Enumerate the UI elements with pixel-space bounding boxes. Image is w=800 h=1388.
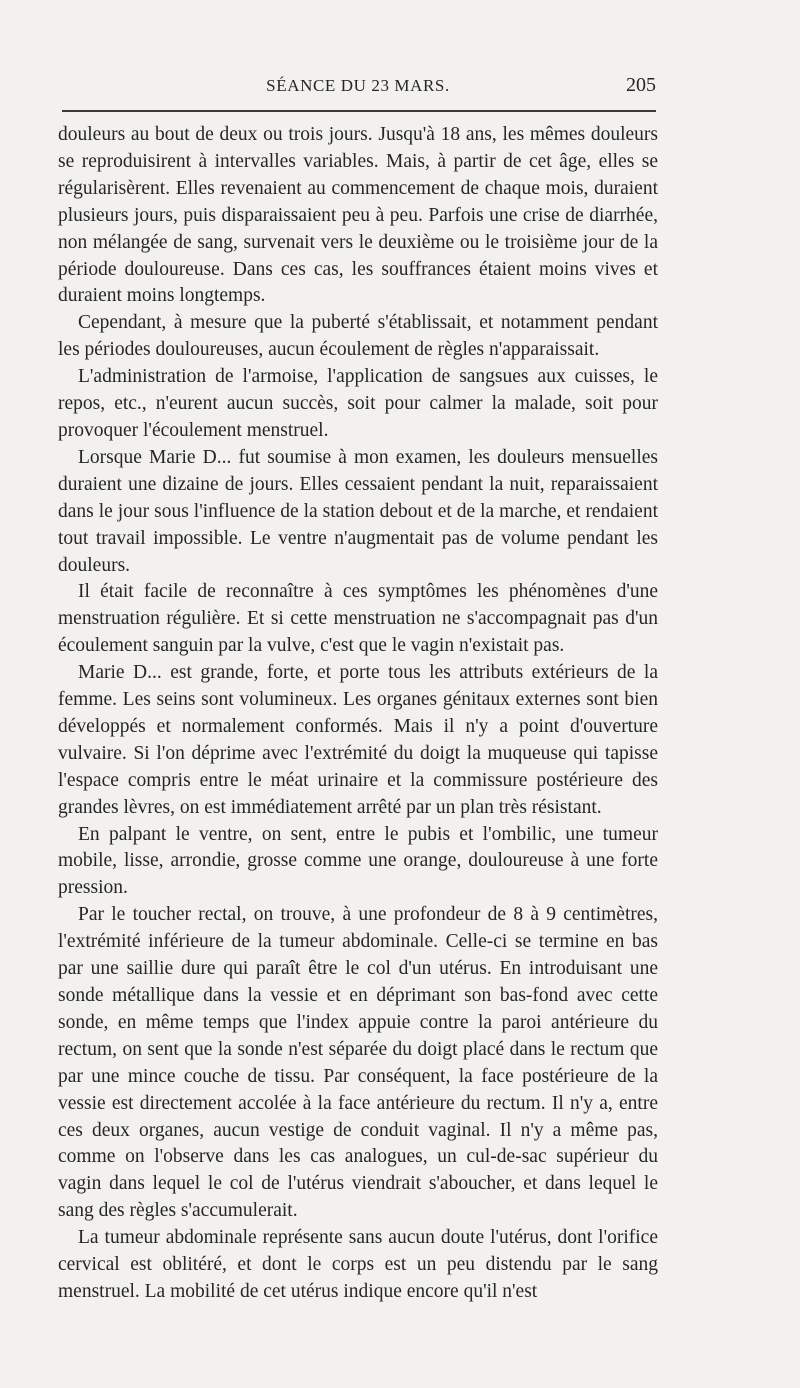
running-title: SÉANCE DU 23 MARS.: [266, 76, 450, 95]
paragraph: Par le toucher rectal, on trouve, à une profondeur de 8 à 9 centimètres, l'extrémité inférieure de la tumeur abdominale. Celle-ci se termine en bas par une saillie dure qui paraît être le col d'un utérus. En introduisant une sonde métallique dans la vessie et en déprimant son bas-fond avec cette sonde, en même temps que l'index appuie contre la paroi antérieure du rectum, on sent que la sonde n'est séparée du doigt placé dans le rectum que par une mince couche de tissu. Par conséquent, la face postérieure de la vessie est directement accolée à la face antérieure du rectum. Il n'y a, entre ces deux organes, aucun vestige de conduit vaginal. Il n'y a même pas, comme on l'observe dans les cas analogues, un cul-de-sac supérieur du vagin dans lequel le col de l'utérus viendrait s'aboucher, et dans lequel le sang des règles s'accumulerait.: [58, 904, 658, 1222]
paragraph: L'administration de l'armoise, l'application de sangsues aux cuisses, le repos, etc., n'eurent aucun succès, soit pour calmer la malade, soit pour provoquer l'écoulement menstruel.: [58, 366, 658, 441]
body-text: [58, 122, 658, 1306]
paragraph: Lorsque Marie D... fut soumise à mon examen, les douleurs mensuelles duraient une dizaine de jours. Elles cessaient pendant la nuit, reparaissaient dans le jour sous l'influence de la station debout et de la marche, et rendaient tout travail impossible. Le ventre n'augmentait pas de volume pendant les douleurs.: [58, 446, 658, 576]
header-rule: [62, 110, 656, 112]
paragraph: Cependant, à mesure que la puberté s'établissait, et notamment pendant les périodes douloureuses, aucun écoulement de règles n'apparaissait.: [58, 312, 658, 361]
page-number: 205: [626, 74, 656, 96]
paragraph: Marie D... est grande, forte, et porte tous les attributs extérieurs de la femme. Les seins sont volumineux. Les organes génitaux externes sont bien développés et normalement conformés. Mais il n'y a point d'ouverture vulvaire. Si l'on déprime avec l'extrémité du doigt la muqueuse qui tapisse l'espace compris entre le méat urinaire et la commissure postérieure des grandes lèvres, on est immédiatement arrêté par un plan très résistant.: [58, 662, 658, 818]
paragraph: La tumeur abdominale représente sans aucun doute l'utérus, dont l'orifice cervical est oblitéré, et dont le corps est un peu distendu par le sang menstruel. La mobilité de cet utérus indique encore qu'il n'est: [58, 1227, 658, 1302]
paragraph: Il était facile de reconnaître à ces symptômes les phénomènes d'une menstruation régulière. Et si cette menstruation ne s'accompagnait pas d'un écoulement sanguin par la vulve, c'est que le vagin n'existait pas.: [58, 581, 658, 657]
paragraph: En palpant le ventre, on sent, entre le pubis et l'ombilic, une tumeur mobile, lisse, arrondie, grosse comme une orange, douloureuse à une forte pression.: [58, 823, 658, 899]
paragraph: douleurs au bout de deux ou trois jours. Jusqu'à 18 ans, les mêmes douleurs se reproduisirent à intervalles variables. Mais, à partir de cet âge, elles se régularisèrent. Elles revenaient au commencement de chaque mois, duraient plusieurs jours, puis disparaissaient peu à peu. Parfois une crise de diarrhée, non mélangée de sang, survenait vers le deuxième ou le troisième jour de la période douloureuse. Dans ces cas, les souffrances étaient moins vives et duraient moins longtemps.: [58, 124, 658, 307]
page-header: [60, 74, 656, 102]
